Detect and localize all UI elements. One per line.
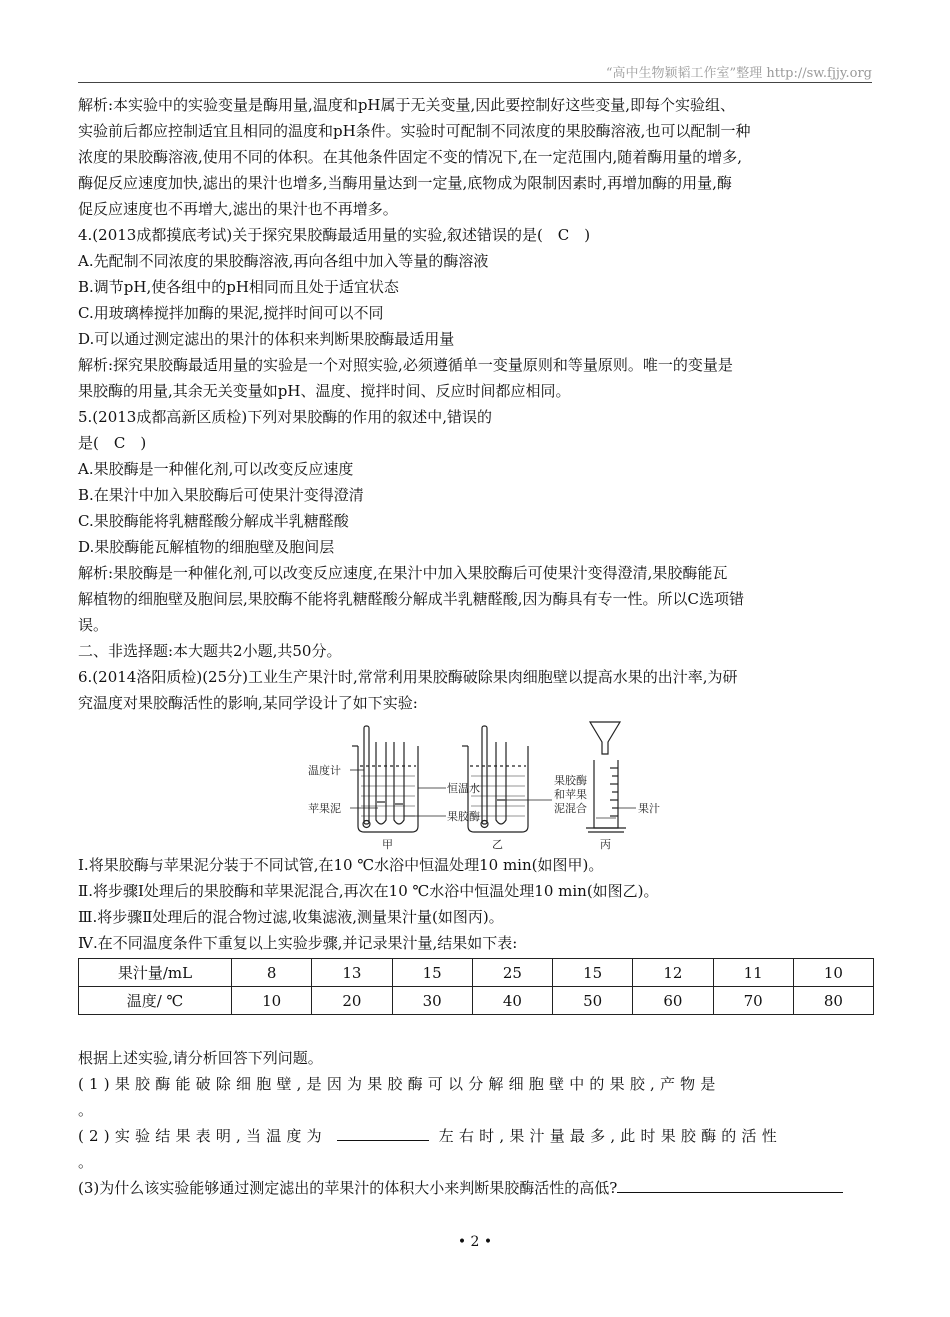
step-1: Ⅰ.将果胶酶与苹果泥分装于不同试管,在10 ℃水浴中恒温处理10 min(如图甲)。 — [78, 856, 604, 874]
text-line: 酶促反应速度加快,滤出的果汁也增多,当酶用量达到一定量,底物成为限制因素时,再增加酶的用量,酶 — [78, 174, 732, 192]
table-cell: 20 — [312, 987, 392, 1015]
page-header: “高中生物颖韬工作室”整理 http://sw.fjjy.org — [605, 66, 872, 81]
table-cell: 25 — [472, 959, 552, 987]
label-mixture-3: 泥混合 — [554, 802, 587, 815]
table-cell: 15 — [553, 959, 633, 987]
leader-lines — [350, 770, 636, 816]
question-6-stem: 6.(2014洛阳质检)(25分)工业生产果汁时,常常利用果胶酶破除果肉细胞壁以提高水果的出汁率,为研 — [78, 668, 738, 686]
experiment-figure — [78, 720, 874, 852]
page-number: • 2 • — [457, 1234, 493, 1250]
text-line: 实验前后都应控制适宜且相同的温度和pH条件。实验时可配制不同浓度的果胶酶溶液,也可以配制一种 — [78, 122, 751, 140]
answer-blank-temperature[interactable] — [337, 1124, 429, 1141]
label-thermometer: 温度计 — [308, 764, 341, 777]
table-cell: 60 — [633, 987, 713, 1015]
question-4-stem: 4.(2013成都摸底考试)关于探究果胶酶最适用量的实验,叙述错误的是( C ) — [78, 226, 591, 244]
apparatus-diagram — [306, 720, 726, 852]
label-mixture-2: 和苹果 — [554, 788, 587, 801]
option-a: A.先配制不同浓度的果胶酶溶液,再向各组中加入等量的酶溶液 — [78, 252, 489, 270]
text-line: 解析:果胶酶是一种催化剂,可以改变反应速度,在果汁中加入果胶酶后可使果汁变得澄清,果胶酶能瓦 — [78, 564, 728, 582]
question-5-stem-cont: 是( C ) — [78, 434, 147, 452]
label-juice: 果汁 — [638, 802, 660, 815]
question-2-part-b: 左右时,果汁量最多,此时果胶酶的活性 — [438, 1127, 782, 1145]
label-apple-puree: 苹果泥 — [308, 802, 341, 815]
step-3: Ⅲ.将步骤Ⅱ处理后的混合物过滤,收集滤液,测量果汁量(如图丙)。 — [78, 908, 504, 926]
table-cell: 70 — [713, 987, 793, 1015]
answer-blank-reason[interactable] — [617, 1176, 843, 1193]
text-line: 促反应速度也不再增大,滤出的果汁也不再增多。 — [78, 200, 398, 218]
questions-intro: 根据上述实验,请分析回答下列问题。 — [78, 1049, 323, 1067]
text-line: 解植物的细胞壁及胞间层,果胶酶不能将乳糖醛酸分解成半乳糖醛酸,因为酶具有专一性。所以C选项错 — [78, 590, 745, 608]
question-2-part-a: (2)实验结果表明,当温度为 — [78, 1127, 327, 1145]
row-header-juice: 果汁量/mL — [79, 959, 232, 987]
label-mixture-1: 果胶酶 — [554, 774, 587, 787]
option-d: D.可以通过测定滤出的果汁的体积来判断果胶酶最适用量 — [78, 330, 455, 348]
table-cell: 13 — [312, 959, 392, 987]
section-heading: 二、非选择题:本大题共2小题,共50分。 — [78, 642, 342, 660]
caption-yi: 乙 — [492, 838, 503, 851]
table-row — [79, 987, 874, 1015]
table-cell: 8 — [232, 959, 312, 987]
option-d: D.果胶酶能瓦解植物的细胞壁及胞间层 — [78, 538, 335, 556]
question-3 — [78, 1175, 874, 1201]
label-pectinase: 果胶酶 — [447, 810, 480, 823]
header-rule — [78, 82, 872, 83]
question-1-end: 。 — [78, 1101, 94, 1119]
question-3-text: (3)为什么该实验能够通过测定滤出的苹果汁的体积大小来判断果胶酶活性的高低? — [78, 1179, 618, 1197]
step-4: Ⅳ.在不同温度条件下重复以上实验步骤,并记录果汁量,结果如下表: — [78, 934, 518, 952]
question-6-stem-cont: 究温度对果胶酶活性的影响,某同学设计了如下实验: — [78, 694, 418, 712]
table-row — [79, 959, 874, 987]
option-b: B.调节pH,使各组中的pH相同而且处于适宜状态 — [78, 278, 399, 296]
row-header-temperature: 温度/ ℃ — [79, 987, 232, 1015]
question-1: (1)果胶酶能破除细胞壁,是因为果胶酶可以分解细胞壁中的果胶,产物是 — [78, 1075, 721, 1093]
results-table — [78, 958, 874, 1015]
table-cell: 10 — [232, 987, 312, 1015]
table-cell: 15 — [392, 959, 472, 987]
text-line: 解析:本实验中的实验变量是酶用量,温度和pH属于无关变量,因此要控制好这些变量,即每个实验组、 — [78, 96, 736, 114]
option-b: B.在果汁中加入果胶酶后可使果汁变得澄清 — [78, 486, 364, 504]
table-cell: 40 — [472, 987, 552, 1015]
table-cell: 50 — [553, 987, 633, 1015]
text-line: 误。 — [78, 616, 109, 634]
cylinder-bing — [586, 722, 626, 832]
caption-bing: 丙 — [600, 838, 611, 851]
table-cell: 80 — [793, 987, 873, 1015]
step-2: Ⅱ.将步骤Ⅰ处理后的果胶酶和苹果泥混合,再次在10 ℃水浴中恒温处理10 min(如图乙)。 — [78, 882, 659, 900]
option-c: C.用玻璃棒搅拌加酶的果泥,搅拌时间可以不同 — [78, 304, 384, 322]
table-cell: 11 — [713, 959, 793, 987]
label-water-bath: 恒温水 — [447, 782, 480, 795]
caption-jia: 甲 — [382, 838, 393, 851]
text-line: 解析:探究果胶酶最适用量的实验是一个对照实验,必须遵循单一变量原则和等量原则。唯一的变量是 — [78, 356, 733, 374]
table-cell: 12 — [633, 959, 713, 987]
table-cell: 30 — [392, 987, 472, 1015]
option-a: A.果胶酶是一种催化剂,可以改变反应速度 — [78, 460, 354, 478]
question-2-end: 。 — [78, 1153, 94, 1171]
document-body — [78, 92, 874, 1201]
question-5-stem: 5.(2013成都高新区质检)下列对果胶酶的作用的叙述中,错误的 — [78, 408, 492, 426]
question-2 — [78, 1123, 874, 1149]
text-line: 浓度的果胶酶溶液,使用不同的体积。在其他条件固定不变的情况下,在一定范围内,随着酶用量的增多, — [78, 148, 743, 166]
option-c: C.果胶酶能将乳糖醛酸分解成半乳糖醛酸 — [78, 512, 349, 530]
text-line: 果胶酶的用量,其余无关变量如pH、温度、搅拌时间、反应时间都应相同。 — [78, 382, 571, 400]
table-cell: 10 — [793, 959, 873, 987]
